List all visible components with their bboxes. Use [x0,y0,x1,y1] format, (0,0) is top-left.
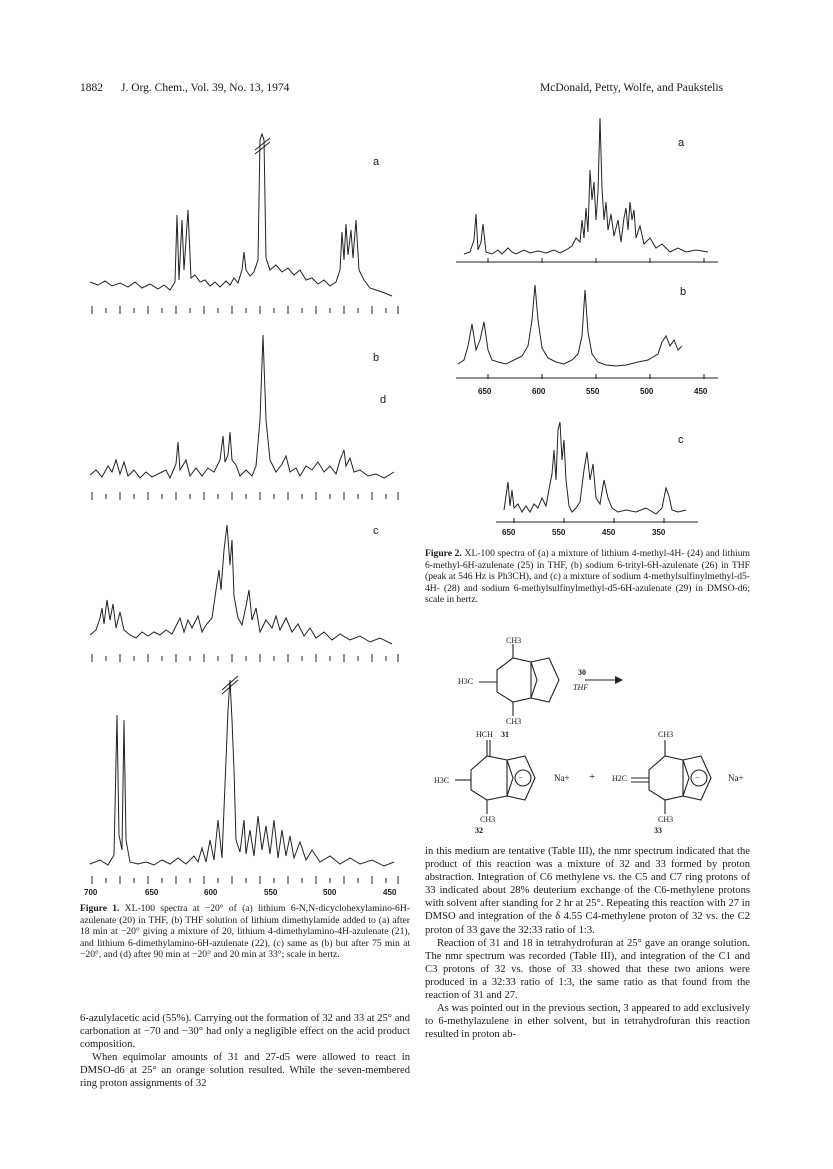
p1-number: 32 [475,826,483,835]
reactant-number: 31 [501,730,509,739]
fig1-tick-700: 700 [84,888,98,897]
reactant-five-ring [531,658,559,702]
left-column-text [80,1012,410,1091]
right-paragraph-2: Reaction of 31 and 18 in tetrahydrofuran at 25° gave an orange solution. The nmr spectrum was recorded (Table III), and integration of the C1 and C3 protons of 32 vs. those of 33 showed that these two anions were produced in a 32:33 ratio of 1:3, the same ratio as that found from the reaction of 31 and 27. [425,937,750,1002]
right-column-text [425,845,750,1041]
spectrum-1d [90,680,394,866]
fig1-tick-600: 600 [204,888,218,897]
page-number: 1882 [80,82,103,94]
fig2-panel-b-label: b [680,286,687,298]
fig1-panel-d-label: d [380,394,387,406]
figure-2-caption-label: Figure 2. [425,548,462,559]
p2-top-label: CH3 [658,730,674,739]
p2-counterion: Na+ [728,773,744,783]
p1-charge: − [518,773,523,782]
fig2-b-tick-600: 600 [532,387,546,396]
fig1-tick-500: 500 [323,888,337,897]
figure-1-spectra [80,120,410,900]
p2-left-label: H2C [612,774,628,783]
fig1-panel-a-label: a [373,156,380,168]
authors: McDonald, Petty, Wolfe, and Paukstelis [540,82,724,94]
fig1-tick-650: 650 [145,888,159,897]
left-paragraph-2: When equimolar amounts of 31 and 27-d5 were allowed to react in DMSO-d6 at 25° an orange solution resulted. While the seven-membered ring proton assignments of 32 [80,1052,410,1090]
fig2-c-tick-450: 450 [602,528,616,537]
p1-counterion: Na+ [554,773,570,783]
fig1-tick-450: 450 [383,888,397,897]
fig2-panel-c-label: c [678,434,684,446]
p2-charge: − [695,773,700,782]
fig1-panel-c-label: c [373,525,379,537]
spectrum-2c [504,422,686,514]
right-paragraph-1: in this medium are tentative (Table III), the nmr spectrum indicated that the product of this reaction was a mixture of 32 and 33 formed by proton abstraction. Integration of C6 methylene vs. the C5 and C7 ring protons of 33 indicated about 28% deuterium exchange of the C6-methylene protons with solvent after standing for 2 hr at 25°. Repeating this reaction with 27 in DMSO and integration of the δ 4.55 C4-methylene proton of 32 vs. the C2 proton of 33 gave the 32:33 ratio of 1:3. [425,846,750,936]
spectrum-1b [90,335,394,478]
figure-1-caption [80,903,410,961]
spectrum-2b [458,285,682,366]
journal-citation: J. Org. Chem., Vol. 39, No. 13, 1974 [121,82,290,94]
scheme-structures [425,630,755,830]
p1-bottom-label: CH3 [480,815,496,824]
fig2-panel-a-label: a [678,137,685,149]
p1-left-label: H3C [434,776,450,785]
figure-2-spectra [446,110,746,540]
break-mark [255,138,270,154]
arrow-bottom-label: THF [573,683,589,692]
figure-2-caption [425,548,750,606]
fig2-c-tick-650: 650 [502,528,516,537]
fig2-b-tick-500: 500 [640,387,654,396]
p2-bottom-label: CH3 [658,815,674,824]
fig2-c-tick-550: 550 [552,528,566,537]
left-paragraph-1: 6-azulylacetic acid (55%). Carrying out the formation of 32 and 33 at 25° and carbonation at −70 and −30° had only a negligible effect on the acid product composition. [80,1013,410,1051]
fig1-tick-550: 550 [264,888,278,897]
reactant-bottom-label: CH3 [506,717,522,726]
figure-1-tick-rows [92,306,398,884]
fig2-b-tick-450: 450 [694,387,708,396]
reactant-left-label: H3C [458,677,474,686]
arrow-top-label: 30 [578,668,586,677]
arrow-head [615,676,623,684]
fig2-c-tick-350: 350 [652,528,666,537]
p1-top-label: HCH [476,730,493,739]
reactant-top-label: CH3 [506,636,522,645]
fig2-b-tick-550: 550 [586,387,600,396]
right-paragraph-3: As was pointed out in the previous section, 3 appeared to add exclusively to 6-methylazulene in ether solvent, but in tetrahydrofuran this reaction resulted in proton ab- [425,1003,750,1041]
plus-sign: + [589,771,596,783]
figure-2-caption-text: XL-100 spectra of (a) a mixture of lithium 4-methyl-4H- (24) and lithium 6-methyl-6H-azulenate (25) in THF, (b) sodium 6-trityl-6H-azulenate (26) in THF (peak at 546 Hz is Ph3CH), and (c) a mixture of sodium 4-methylsulfinylmethyl-d5-4H- (28) and sodium 6-methylsulfinylmethyl-d5-6H-azulenate (29) in DMSO-d6; scale in hertz. [425,548,750,606]
fig1-panel-b-label: b [373,352,380,364]
figure-1-caption-text: XL-100 spectra at −20° of (a) lithium 6-N,N-dicyclohexylamino-6H-azulenate (20) in THF, (b) THF solution of lithium dimethylamide added to (a) after 18 min at −20° giving a mixture of 20, lithium 4-dimethylamino-4H-azulenate (21), and lithium 6-dimethylamino-6H-azulenate (22), (c) same as (b) but after 75 min at −20°, and (d) after 90 min at −20° and 20 min at 33°; scale in hertz. [80,903,410,961]
p2-number: 33 [654,826,662,835]
spectrum-1a [90,134,392,296]
spectrum-1c [90,525,392,644]
figure-1-caption-label: Figure 1. [80,903,120,914]
spectrum-2a [464,118,708,254]
fig2-b-tick-650: 650 [478,387,492,396]
